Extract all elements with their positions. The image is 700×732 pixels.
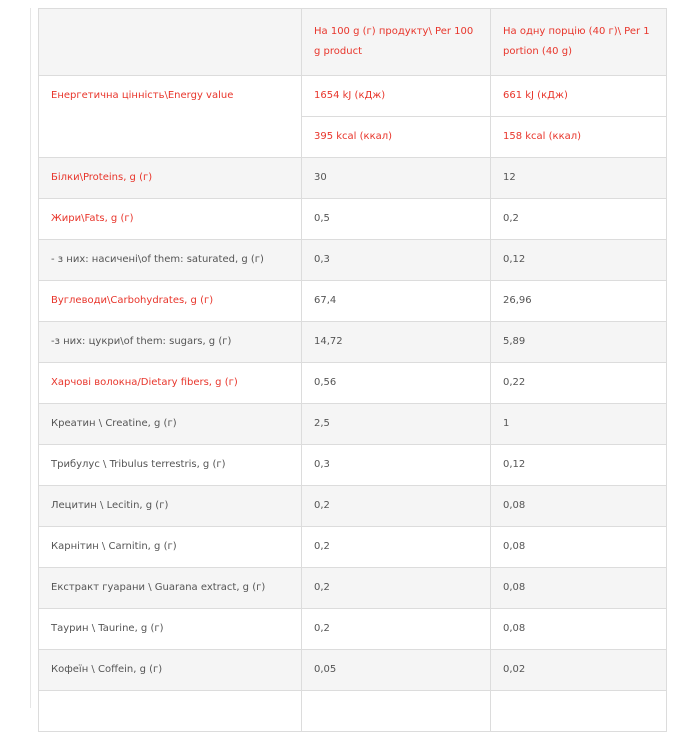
header-cell-blank (39, 9, 302, 76)
value-per-100g: 0,3 (302, 445, 491, 486)
value-per-100g: 30 (302, 158, 491, 199)
header-cell-per-100g: На 100 g (г) продукту\ Per 100 g product (302, 9, 491, 76)
table-row (39, 691, 667, 732)
value-per-portion: 0,02 (491, 650, 667, 691)
table-row (39, 404, 667, 445)
value-per-100g: 0,5 (302, 199, 491, 240)
table-row (39, 568, 667, 609)
value-per-100g: 2,5 (302, 404, 491, 445)
value-per-portion: 0,12 (491, 445, 667, 486)
value-per-portion: 0,22 (491, 363, 667, 404)
nutrient-label: Карнітин \ Carnitin, g (г) (39, 527, 302, 568)
energy-row-kj (39, 76, 667, 117)
value-per-portion: 0,08 (491, 527, 667, 568)
nutrient-label: Лецитин \ Lecitin, g (г) (39, 486, 302, 527)
table-row (39, 363, 667, 404)
table-row (39, 650, 667, 691)
value-per-portion: 12 (491, 158, 667, 199)
header-cell-per-portion: На одну порцію (40 г)\ Per 1 portion (40 g) (491, 9, 667, 76)
value-per-portion (491, 691, 667, 732)
value-per-100g: 0,2 (302, 486, 491, 527)
nutrient-label: Харчові волокна/Dietary fibers, g (г) (39, 363, 302, 404)
nutrient-label: Жири\Fats, g (г) (39, 199, 302, 240)
table-row (39, 486, 667, 527)
table-row (39, 281, 667, 322)
energy-kcal-per-portion: 158 kcal (ккал) (491, 117, 667, 158)
energy-label: Енергетична цінність\Energy value (39, 76, 302, 158)
nutrient-label: Кофеїн \ Coffein, g (г) (39, 650, 302, 691)
value-per-portion: 0,08 (491, 609, 667, 650)
value-per-portion: 0,12 (491, 240, 667, 281)
nutrient-label: Екстракт гуарани \ Guarana extract, g (г) (39, 568, 302, 609)
value-per-portion: 0,2 (491, 199, 667, 240)
value-per-portion: 0,08 (491, 568, 667, 609)
energy-kj-per-portion: 661 kJ (кДж) (491, 76, 667, 117)
value-per-100g: 0,2 (302, 568, 491, 609)
value-per-100g: 0,2 (302, 609, 491, 650)
value-per-100g: 0,05 (302, 650, 491, 691)
value-per-100g: 0,3 (302, 240, 491, 281)
value-per-100g: 14,72 (302, 322, 491, 363)
value-per-portion: 26,96 (491, 281, 667, 322)
table-row (39, 527, 667, 568)
nutrient-label: Білки\Proteins, g (г) (39, 158, 302, 199)
table-row (39, 158, 667, 199)
value-per-100g (302, 691, 491, 732)
value-per-100g: 67,4 (302, 281, 491, 322)
value-per-100g: 0,2 (302, 527, 491, 568)
table-row (39, 445, 667, 486)
nutrient-label: -з них: цукри\of them: sugars, g (г) (39, 322, 302, 363)
nutrient-label (39, 691, 302, 732)
table-row (39, 240, 667, 281)
value-per-portion: 0,08 (491, 486, 667, 527)
nutrient-label: Вуглеводи\Carbohydrates, g (г) (39, 281, 302, 322)
nutrition-table (38, 8, 667, 732)
table-row (39, 199, 667, 240)
table-row (39, 609, 667, 650)
value-per-100g: 0,56 (302, 363, 491, 404)
value-per-portion: 1 (491, 404, 667, 445)
nutrient-label: Трибулус \ Tribulus terrestris, g (г) (39, 445, 302, 486)
nutrient-label: Креатин \ Creatine, g (г) (39, 404, 302, 445)
nutrient-label: Таурин \ Taurine, g (г) (39, 609, 302, 650)
table-header-row (39, 9, 667, 76)
energy-kcal-per-100g: 395 kcal (ккал) (302, 117, 491, 158)
nutrient-label: - з них: насичені\of them: saturated, g (г) (39, 240, 302, 281)
energy-kj-per-100g: 1654 kJ (кДж) (302, 76, 491, 117)
table-row (39, 322, 667, 363)
value-per-portion: 5,89 (491, 322, 667, 363)
